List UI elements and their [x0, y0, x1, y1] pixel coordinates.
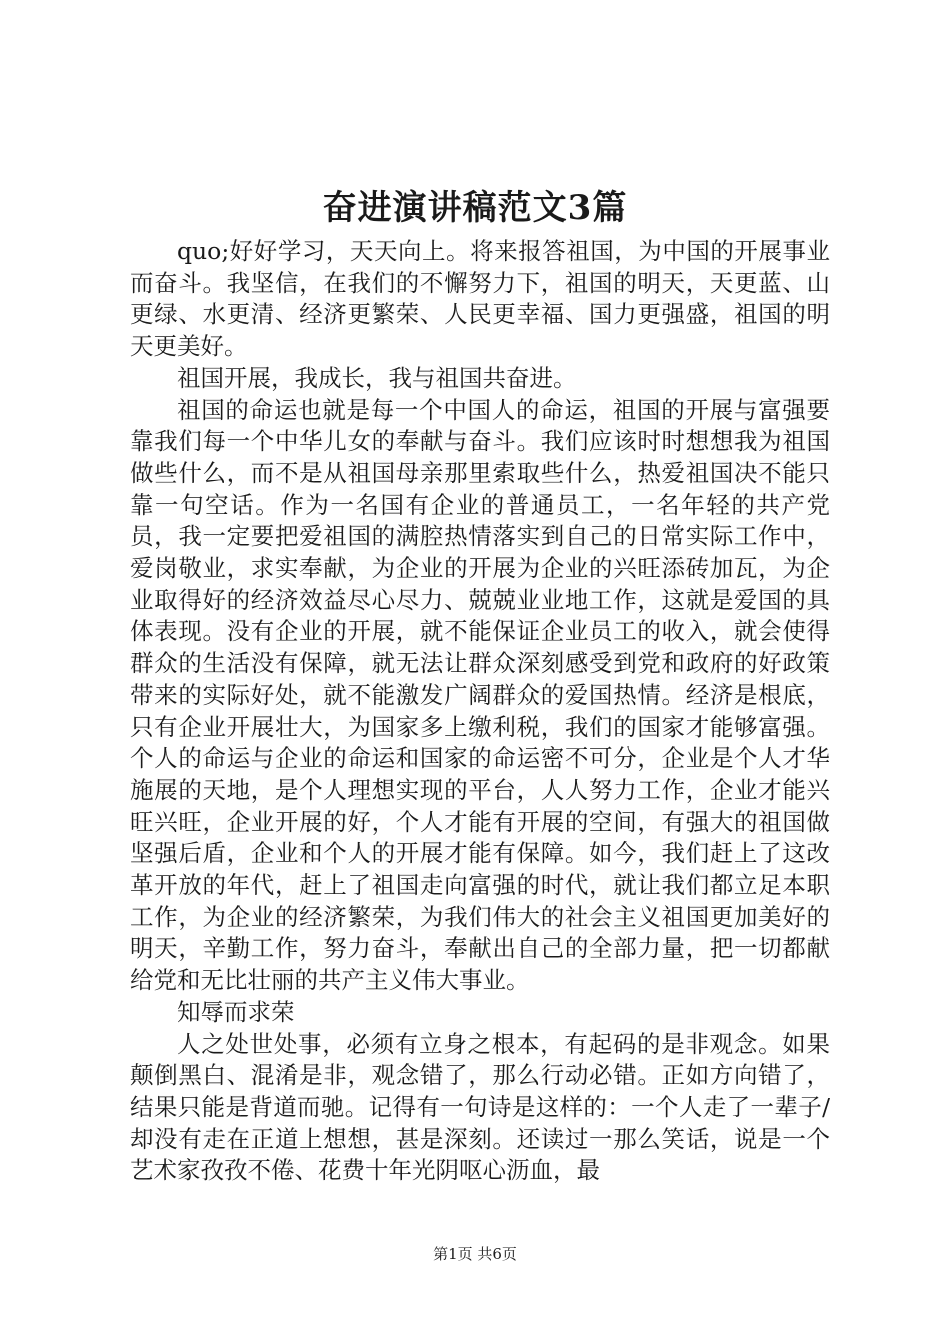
paragraph: 人之处世处事，必须有立身之根本，有起码的是非观念。如果颠倒黑白、混淆是非，观念错了，那么行动必错。正如方向错了，结果只能是背道而驰。记得有一句诗是这样的：一个人走了一辈子/却没有走在正道上想想，甚是深刻。还读过一那么笑话，说是一个艺术家孜孜不倦、花费十年光阴呕心沥血，最 [130, 1029, 830, 1185]
paragraph: quo;好好学习，天天向上。将来报答祖国，为中国的开展事业而奋斗。我坚信，在我们的不懈努力下，祖国的明天，天更蓝、山更绿、水更清、经济更繁荣、人民更幸福、国力更强盛，祖国的明天更美好。 [130, 237, 830, 361]
paragraph: 祖国开展，我成长，我与祖国共奋进。 [177, 363, 577, 392]
page-title: 奋进演讲稿范文3篇 [322, 188, 628, 228]
page-footer: 第1页 共6页 [433, 1245, 517, 1263]
paragraph: 祖国的命运也就是每一个中国人的命运，祖国的开展与富强要靠我们每一个中华儿女的奉献与奋斗。我们应该时时想想我为祖国做些什么，而不是从祖国母亲那里索取些什么，热爱祖国决不能只靠一句空话。作为一名国有企业的普通员工，一名年轻的共产党员，我一定要把爱祖国的满腔热情落实到自己的日常实际工作中，爱岗敬业，求实奉献，为企业的开展为企业的兴旺添砖加瓦，为企业取得好的经济效益尽心尽力、兢兢业业地工作，这就是爱国的具体表现。没有企业的开展，就不能保证企业员工的收入，就会使得群众的生活没有保障，就无法让群众深刻感受到党和政府的好政策带来的实际好处，就不能激发广阔群众的爱国热情。经济是根底，只有企业开展壮大，为国家多上缴利税，我们的国家才能够富强。个人的命运与企业的命运和国家的命运密不可分，企业是个人才华施展的天地，是个人理想实现的平台，人人努力工作，企业才能兴旺兴旺，企业开展的好，个人才能有开展的空间，有强大的祖国做坚强后盾，企业和个人的开展才能有保障。如今，我们赶上了这改革开放的年代，赶上了祖国走向富强的时代，就让我们都立足本职工作，为企业的经济繁荣，为我们伟大的社会主义祖国更加美好的明天，辛勤工作，努力奋斗，奉献出自己的全部力量，把一切都献给党和无比壮丽的共产主义伟大事业。 [130, 395, 830, 995]
section-heading: 知辱而求荣 [177, 997, 295, 1026]
document-body [130, 236, 830, 1187]
